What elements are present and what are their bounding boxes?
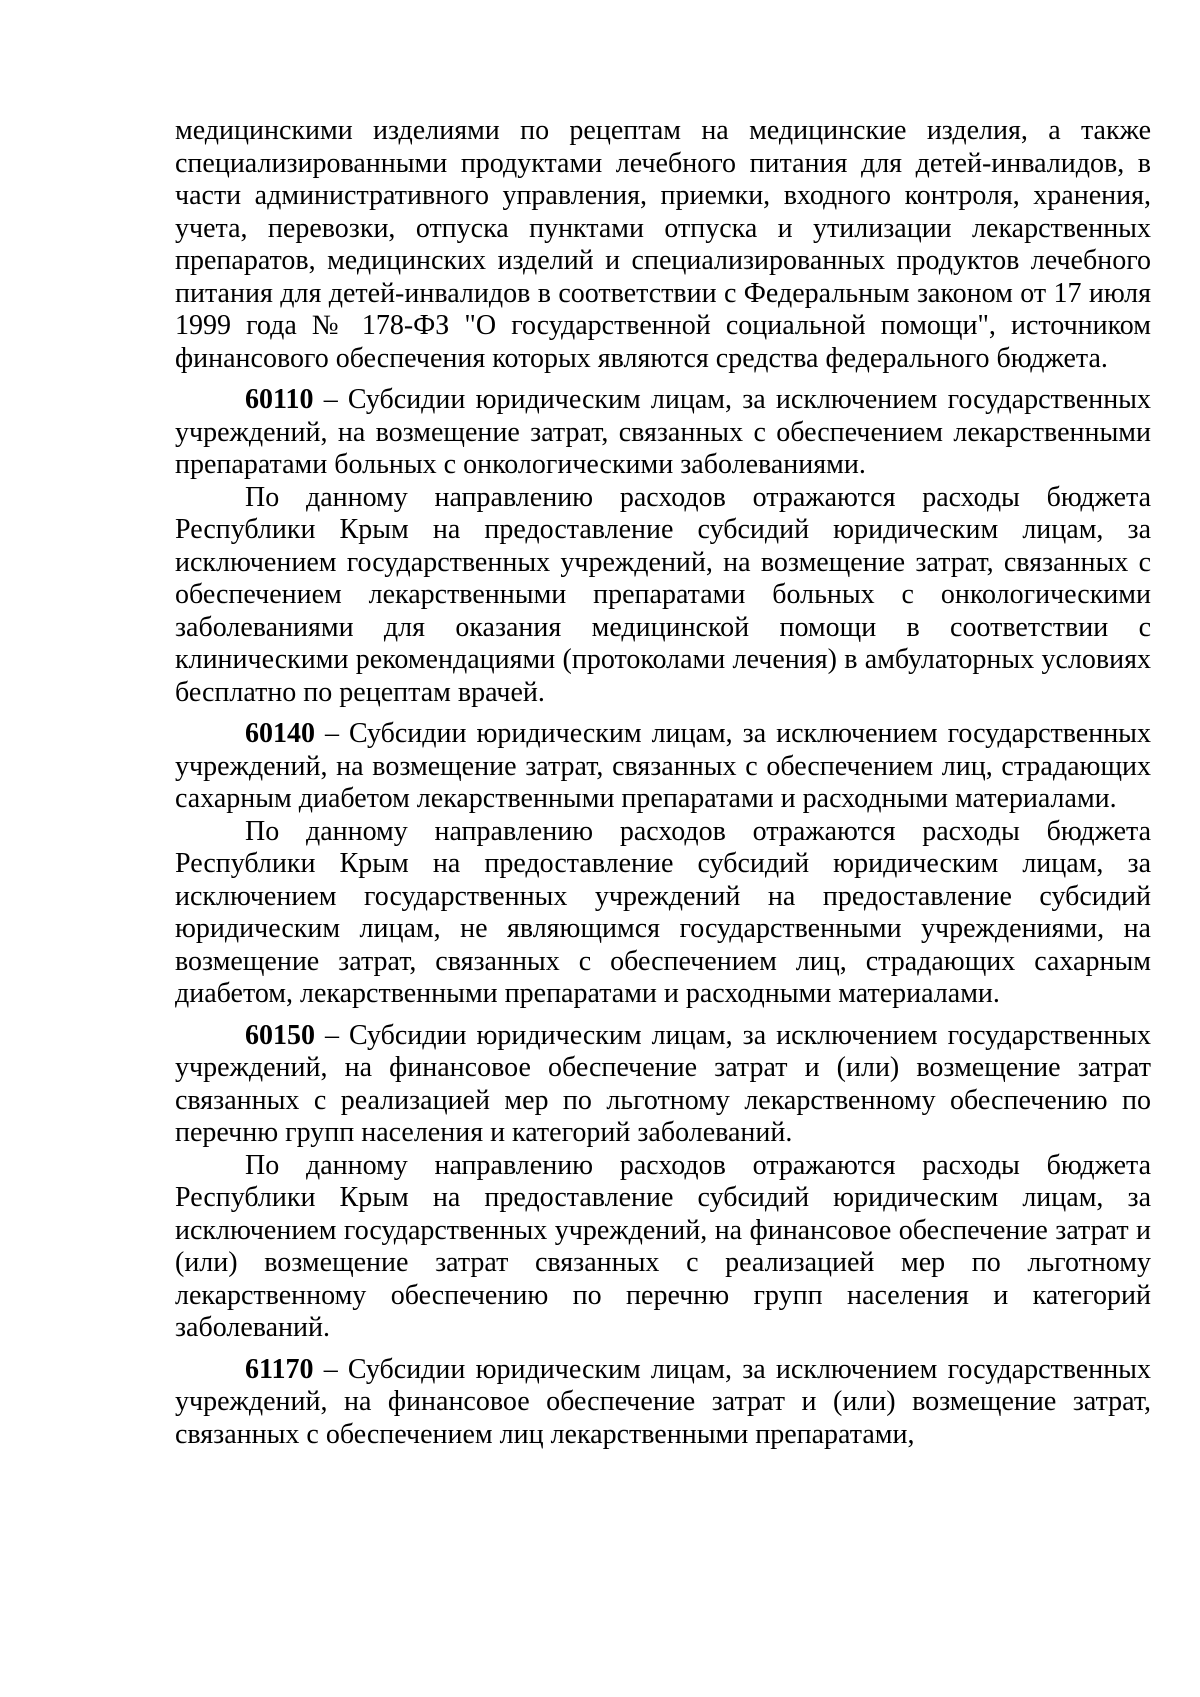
paragraph-61170-heading (175, 1354, 1151, 1452)
paragraph-60140-heading (175, 718, 1151, 816)
expense-code: 60110 (245, 384, 314, 415)
paragraph-text: – Субсидии юридическим лицам, за исключением государственных учреждений, на возмещение затрат, связанных с обеспечением лекарственными препаратами больных с онкологическими заболеваниями. (175, 384, 1151, 480)
paragraph-60150-heading (175, 1020, 1151, 1150)
expense-code: 60140 (245, 718, 315, 749)
paragraph-text: – Субсидии юридическим лицам, за исключением государственных учреждений, на возмещение затрат, связанных с обеспечением лиц, страдающих сахарным диабетом лекарственными препаратами и расходными материалами. (175, 718, 1151, 814)
paragraph-text: – Субсидии юридическим лицам, за исключением государственных учреждений, на финансовое обеспечение затрат и (или) возмещение затрат связанных с реализацией мер по льготному лекарственному обеспечению по перечню групп населения и категорий заболеваний. (175, 1019, 1151, 1148)
paragraph-60110-description (175, 482, 1151, 710)
paragraph-60110-heading (175, 384, 1151, 482)
expense-code: 60150 (245, 1019, 315, 1051)
paragraph-60150-description (175, 1150, 1151, 1345)
paragraph-continuation (175, 115, 1151, 375)
paragraph-text: По данному направлению расходов отражаются расходы бюджета Республики Крым на предоставление субсидий юридическим лицам, за исключением государственных учреждений на предоставление субсидий юридическим лицам, не являющимся государственными учреждениями, на возмещение затрат, связанных с обеспечением лиц, страдающих сахарным диабетом, лекарственными препаратами и расходными материалами. (175, 815, 1151, 1009)
document-body (175, 115, 1151, 1451)
paragraph-text: По данному направлению расходов отражаются расходы бюджета Республики Крым на предоставление субсидий юридическим лицам, за исключением государственных учреждений, на финансовое обеспечение затрат и (или) возмещение затрат связанных с реализацией мер по льготному лекарственному обеспечению по перечню групп населения и категорий заболеваний. (175, 1149, 1151, 1343)
paragraph-text: медицинскими изделиями по рецептам на медицинские изделия, а также специализированными продуктами лечебного питания для детей-инвалидов, в части административного управления, приемки, входного контроля, хранения, учета, перевозки, отпуска пунктами отпуска и утилизации лекарственных препаратов, медицинских изделий и специализированных продуктов лечебного питания для детей-инвалидов в соответствии с Федеральным законом от 17 июля 1999 года № 178-ФЗ "О государственной социальной помощи", источником финансового обеспечения которых являются средства федерального бюджета. (175, 115, 1151, 374)
paragraph-text: – Субсидии юридическим лицам, за исключением государственных учреждений, на финансовое обеспечение затрат и (или) возмещение затрат, связанных с обеспечением лиц лекарственными препаратами, (175, 1353, 1151, 1450)
paragraph-60140-description (175, 816, 1151, 1011)
expense-code: 61170 (245, 1353, 314, 1385)
paragraph-text: По данному направлению расходов отражаются расходы бюджета Республики Крым на предоставление субсидий юридическим лицам, за исключением государственных учреждений, на возмещение затрат, связанных с обеспечением лекарственными препаратами больных с онкологическими заболеваниями для оказания медицинской помощи в соответствии с клиническими рекомендациями (протоколами лечения) в амбулаторных условиях бесплатно по рецептам врачей. (175, 481, 1151, 708)
